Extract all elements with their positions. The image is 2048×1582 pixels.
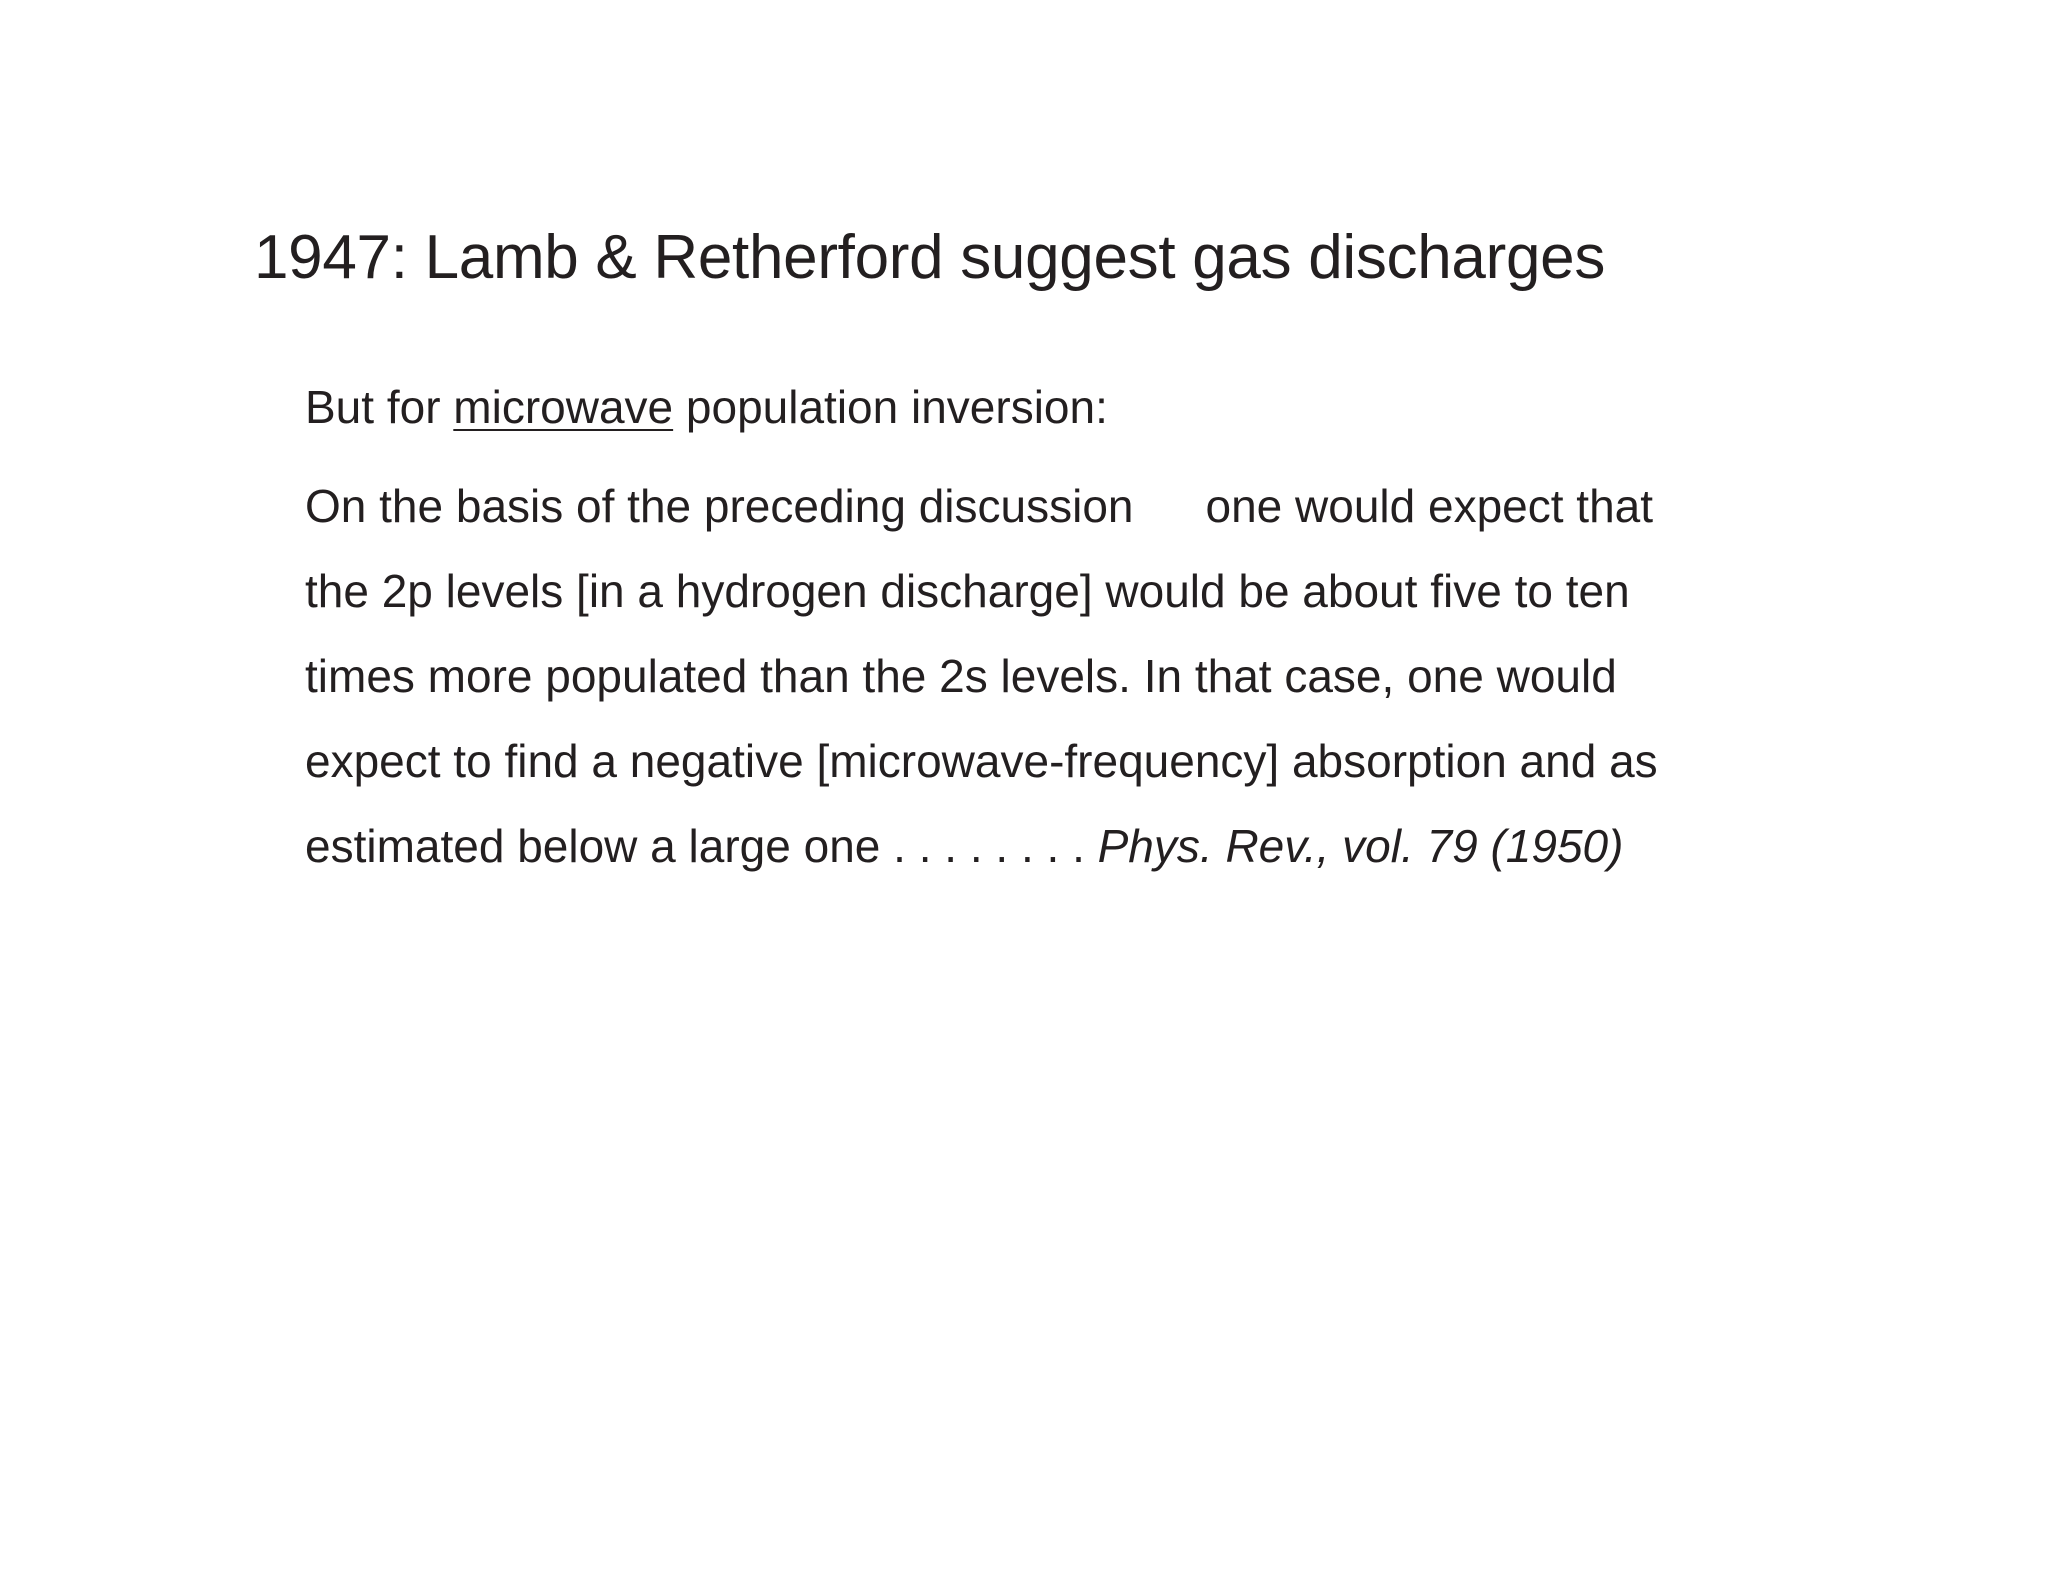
subheading xyxy=(305,377,1108,437)
quote-line-5 xyxy=(305,816,1623,876)
citation: Phys. Rev., vol. 79 (1950) xyxy=(1097,820,1624,872)
subheading-prefix: But for xyxy=(305,381,454,433)
quote-line-5-text: estimated below a large one . . . . . . . . xyxy=(305,820,1098,872)
slide-title: 1947: Lamb & Retherford suggest gas discharges xyxy=(254,223,1606,292)
quote-line-4: expect to find a negative [microwave-frequency] absorption and as xyxy=(305,735,1658,787)
quote-line-1-part-a: On the basis of the preceding discussion xyxy=(305,480,1134,532)
subheading-suffix: population inversion: xyxy=(673,381,1108,433)
quote-line-1 xyxy=(305,476,1653,536)
quote-line-3: times more populated than the 2s levels. In that case, one would xyxy=(305,650,1617,702)
quote-line-1-part-b: one would expect that xyxy=(1205,480,1654,532)
subheading-emphasis: microwave xyxy=(453,381,674,433)
quote-line-2: the 2p levels [in a hydrogen discharge] would be about five to ten xyxy=(305,565,1630,617)
